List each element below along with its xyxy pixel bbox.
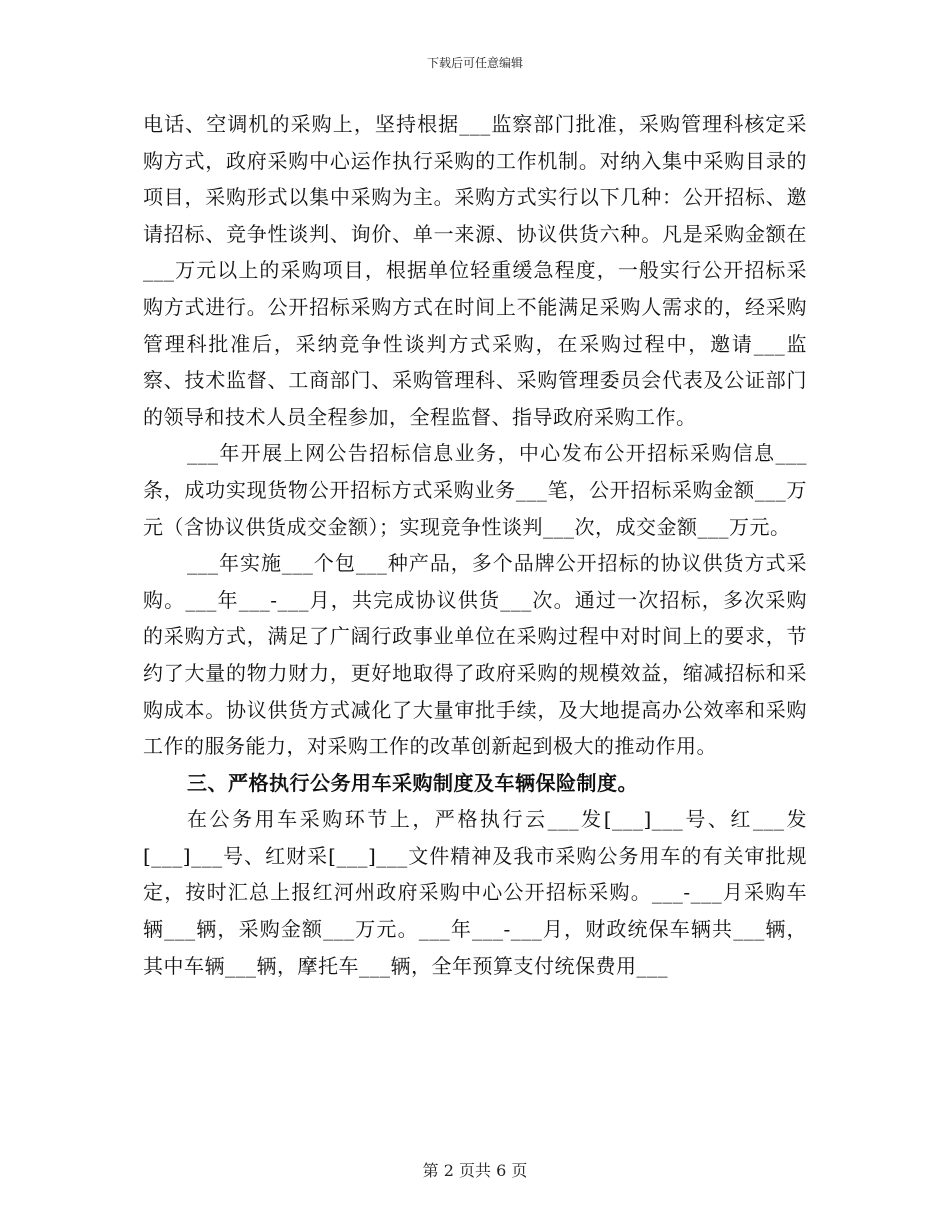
paragraph-procurement-methods: 电话、空调机的采购上，坚持根据___监察部门批准，采购管理科核定采购方式，政府采购中心运作执行采购的工作机制。对纳入集中采购目录的项目，采购形式以集中采购为主。采购方式实行以下几种：公开招标、邀请招标、竞争性谈判、询价、单一来源、协议供货六种。凡是采购金额在___万元以上的采购项目，根据单位轻重缓急程度，一般实行公开招标采购方式进行。公开招标采购方式在时间上不能满足采购人需求的，经采购管理科批准后，采纳竞争性谈判方式采购，在采购过程中，邀请___监察、技术监督、工商部门、采购管理科、采购管理委员会代表及公证部门的领导和技术人员全程参加，全程监督、指导政府采购工作。 [143, 112, 807, 429]
section-heading-vehicle: 三、严格执行公务用车采购制度及车辆保险制度。 [187, 770, 638, 795]
page-footer: 第 2 页共 6 页 [422, 1161, 528, 1180]
page-header: 下载后可任意编辑 [426, 56, 523, 70]
paragraph-online-tender: ___年开展上网公告招标信息业务，中心发布公开招标采购信息___条，成功实现货物公开招标方式采购业务___笔，公开招标采购金额___万元（含协议供货成交金额）；实现竞争性谈判___次，成交金额___万元。 [143, 441, 807, 539]
document-body [143, 106, 807, 984]
paragraph-vehicle-procurement: 在公务用车采购环节上，严格执行云___发[___]___号、红___发[___]___号、红财采[___]___文件精神及我市采购公务用车的有关审批规定，按时汇总上报红河州政府采购中心公开招标采购。___-___月采购车辆___辆，采购金额___万元。___年___-___月，财政统保车辆共___辆，其中车辆___辆，摩托车___辆，全年预算支付统保费用___ [143, 807, 807, 978]
paragraph-agreement-supply: ___年实施___个包___种产品，多个品牌公开招标的协议供货方式采购。___年___-___月，共完成协议供货___次。通过一次招标，多次采购的采购方式，满足了广阔行政事业单位在采购过程中对时间上的要求，节约了大量的物力财力，更好地取得了政府采购的规模效益，缩减招标和采购成本。协议供货方式减化了大量审批手续，及大地提高办公效率和采购工作的服务能力，对采购工作的改革创新起到极大的推动作用。 [143, 551, 807, 759]
